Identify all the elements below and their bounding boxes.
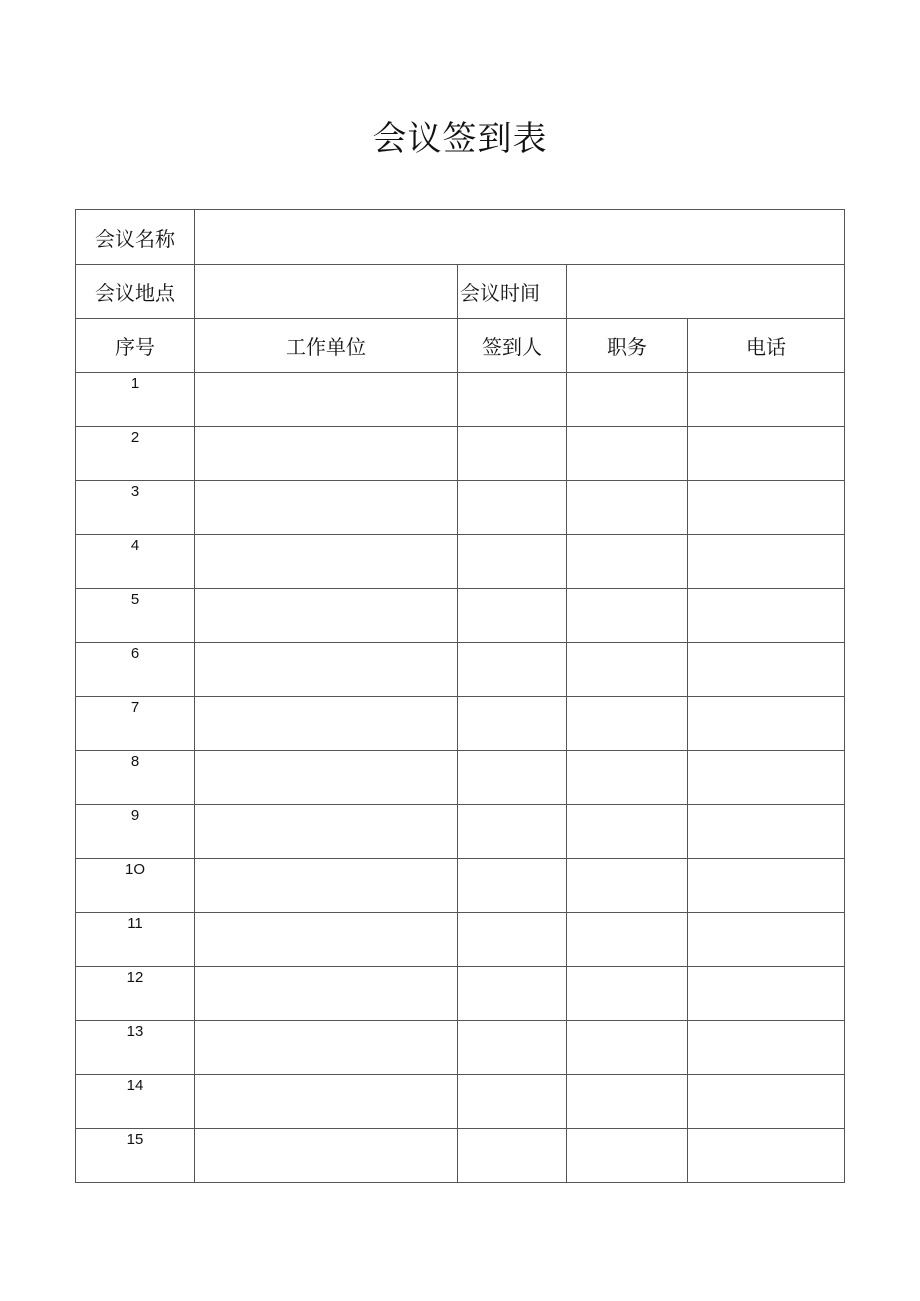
signee-cell[interactable] (458, 805, 567, 859)
row-number: 3 (76, 481, 195, 535)
row-number: 1 (76, 373, 195, 427)
signee-cell[interactable] (458, 1129, 567, 1183)
work-unit-cell[interactable] (195, 427, 458, 481)
phone-cell[interactable] (688, 805, 845, 859)
phone-cell[interactable] (688, 481, 845, 535)
phone-cell[interactable] (688, 967, 845, 1021)
position-cell[interactable] (567, 1129, 688, 1183)
phone-cell[interactable] (688, 427, 845, 481)
position-cell[interactable] (567, 859, 688, 913)
table-row (76, 481, 845, 535)
signee-cell[interactable] (458, 1021, 567, 1075)
table-row (76, 913, 845, 967)
position-cell[interactable] (567, 427, 688, 481)
column-header-row (76, 319, 845, 373)
row-number: 2 (76, 427, 195, 481)
phone-cell[interactable] (688, 373, 845, 427)
signee-cell[interactable] (458, 967, 567, 1021)
phone-cell[interactable] (688, 589, 845, 643)
phone-cell[interactable] (688, 697, 845, 751)
work-unit-cell[interactable] (195, 913, 458, 967)
work-unit-cell[interactable] (195, 1021, 458, 1075)
row-number: 5 (76, 589, 195, 643)
row-number: 9 (76, 805, 195, 859)
table-row (76, 1075, 845, 1129)
phone-cell[interactable] (688, 751, 845, 805)
table-row (76, 535, 845, 589)
signee-cell[interactable] (458, 589, 567, 643)
row-number: 15 (76, 1129, 195, 1183)
phone-cell[interactable] (688, 1021, 845, 1075)
meeting-place-label: 会议地点 (76, 265, 195, 319)
work-unit-cell[interactable] (195, 859, 458, 913)
position-cell[interactable] (567, 967, 688, 1021)
signee-cell[interactable] (458, 913, 567, 967)
meeting-place-field[interactable] (195, 265, 458, 319)
position-cell[interactable] (567, 1021, 688, 1075)
page-title: 会议签到表 (372, 119, 548, 159)
work-unit-cell[interactable] (195, 589, 458, 643)
signee-cell[interactable] (458, 859, 567, 913)
table-row (76, 373, 845, 427)
position-cell[interactable] (567, 805, 688, 859)
column-header-position: 职务 (567, 319, 688, 373)
column-header-signee: 签到人 (458, 319, 567, 373)
signee-cell[interactable] (458, 481, 567, 535)
signee-cell[interactable] (458, 535, 567, 589)
row-number: 6 (76, 643, 195, 697)
sign-in-table (75, 209, 845, 1183)
signee-cell[interactable] (458, 1075, 567, 1129)
table-row (76, 427, 845, 481)
meeting-name-row (76, 210, 845, 265)
meeting-time-field[interactable] (567, 265, 845, 319)
row-number: 8 (76, 751, 195, 805)
phone-cell[interactable] (688, 535, 845, 589)
row-number: 1O (76, 859, 195, 913)
phone-cell[interactable] (688, 643, 845, 697)
table-row (76, 1021, 845, 1075)
column-header-no: 序号 (76, 319, 195, 373)
position-cell[interactable] (567, 535, 688, 589)
signee-cell[interactable] (458, 373, 567, 427)
position-cell[interactable] (567, 589, 688, 643)
position-cell[interactable] (567, 913, 688, 967)
work-unit-cell[interactable] (195, 643, 458, 697)
position-cell[interactable] (567, 481, 688, 535)
table-row (76, 859, 845, 913)
position-cell[interactable] (567, 1075, 688, 1129)
signee-cell[interactable] (458, 751, 567, 805)
phone-cell[interactable] (688, 859, 845, 913)
work-unit-cell[interactable] (195, 481, 458, 535)
table-row (76, 751, 845, 805)
row-number: 13 (76, 1021, 195, 1075)
table-row (76, 643, 845, 697)
table-row (76, 697, 845, 751)
position-cell[interactable] (567, 751, 688, 805)
meeting-place-time-row (76, 265, 845, 319)
table-row (76, 805, 845, 859)
table-row (76, 589, 845, 643)
phone-cell[interactable] (688, 913, 845, 967)
signee-cell[interactable] (458, 697, 567, 751)
position-cell[interactable] (567, 643, 688, 697)
signee-cell[interactable] (458, 643, 567, 697)
phone-cell[interactable] (688, 1129, 845, 1183)
column-header-work-unit: 工作单位 (195, 319, 458, 373)
table-row (76, 1129, 845, 1183)
work-unit-cell[interactable] (195, 805, 458, 859)
work-unit-cell[interactable] (195, 967, 458, 1021)
phone-cell[interactable] (688, 1075, 845, 1129)
row-number: 12 (76, 967, 195, 1021)
row-number: 11 (76, 913, 195, 967)
meeting-name-label: 会议名称 (76, 210, 195, 265)
work-unit-cell[interactable] (195, 373, 458, 427)
column-header-phone: 电话 (688, 319, 845, 373)
work-unit-cell[interactable] (195, 535, 458, 589)
work-unit-cell[interactable] (195, 1075, 458, 1129)
work-unit-cell[interactable] (195, 1129, 458, 1183)
meeting-time-label: 会议时间 (458, 265, 567, 319)
signee-cell[interactable] (458, 427, 567, 481)
table-row (76, 967, 845, 1021)
row-number: 14 (76, 1075, 195, 1129)
meeting-name-field[interactable] (195, 210, 845, 265)
row-number: 7 (76, 697, 195, 751)
work-unit-cell[interactable] (195, 751, 458, 805)
work-unit-cell[interactable] (195, 697, 458, 751)
row-number: 4 (76, 535, 195, 589)
position-cell[interactable] (567, 373, 688, 427)
position-cell[interactable] (567, 697, 688, 751)
